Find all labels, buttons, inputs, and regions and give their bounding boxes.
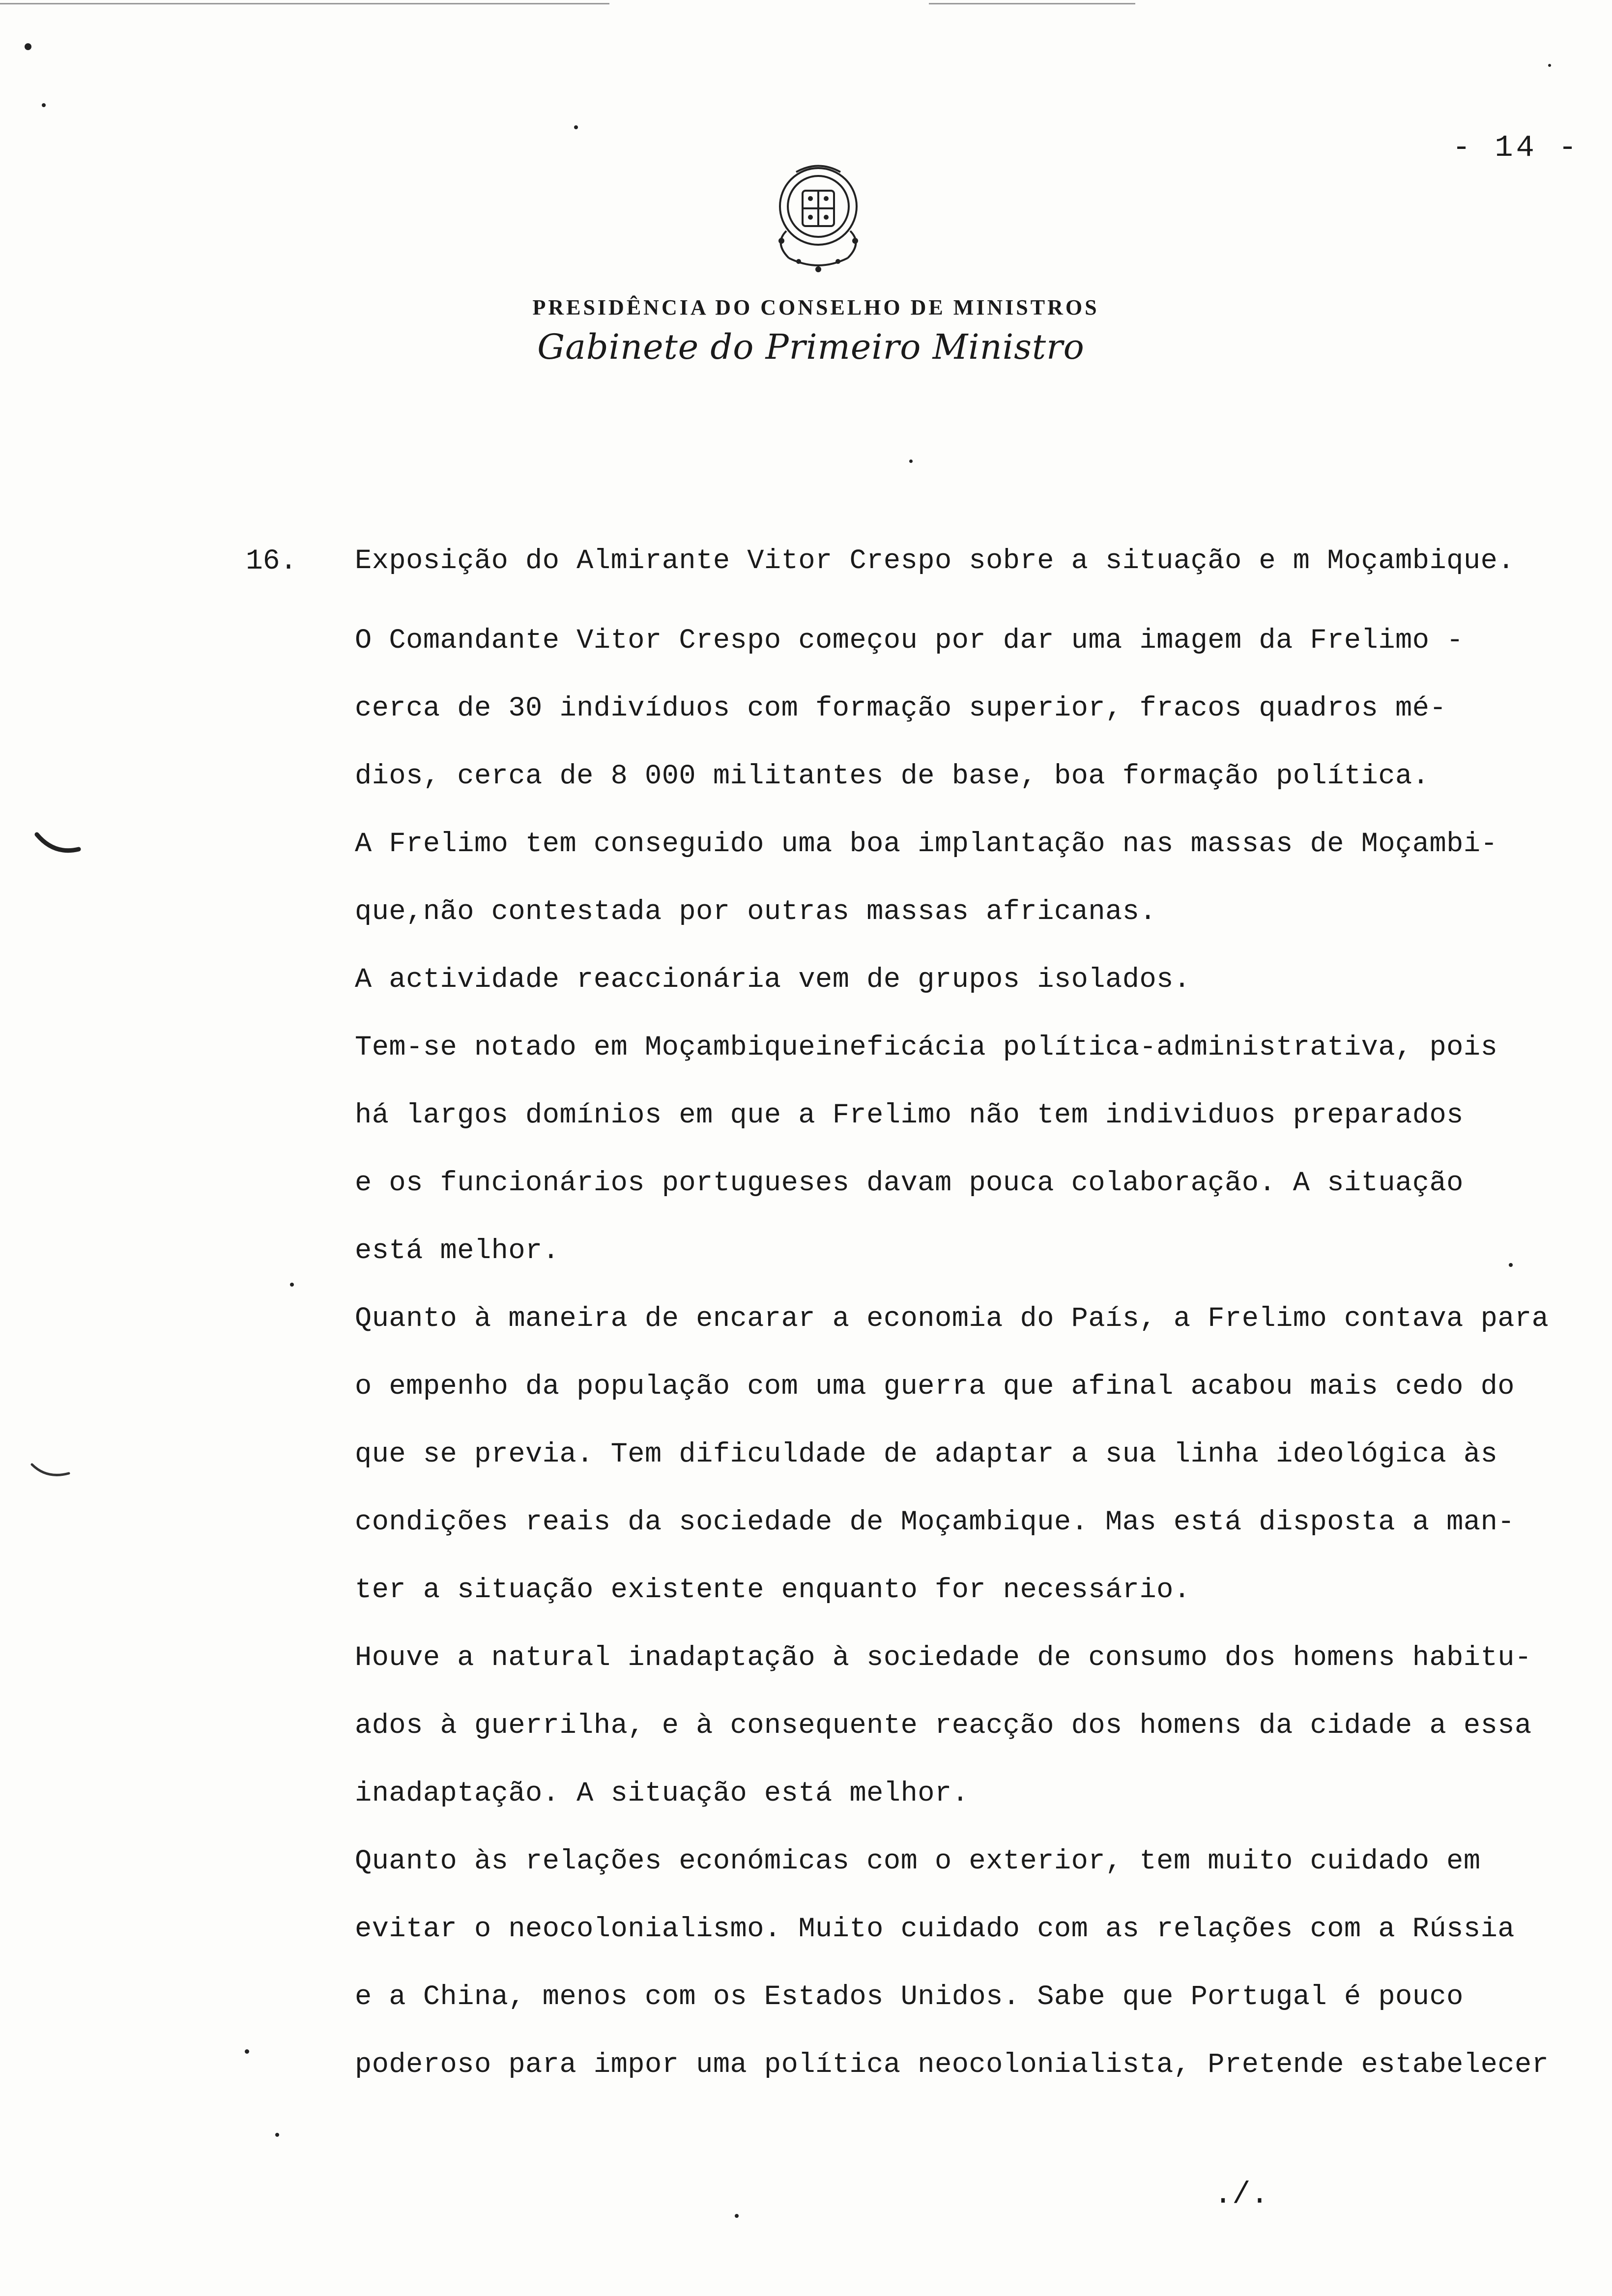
scan-top-rule-left [0, 3, 609, 4]
scan-speck [245, 2049, 249, 2054]
scan-speck [275, 2133, 279, 2137]
organization-name: PRESIDÊNCIA DO CONSELHO DE MINISTROS [532, 295, 1099, 319]
scan-speck [25, 43, 31, 50]
body-line: que,não contestada por outras massas africanas. [355, 896, 1157, 928]
body-line: A actividade reaccionária vem de grupos isolados. [355, 964, 1191, 996]
scan-speck [909, 459, 913, 463]
scan-speck [735, 2214, 739, 2218]
office-name: Gabinete do Primeiro Ministro [537, 327, 1085, 367]
body-line: que se previa. Tem dificuldade de adaptar a sua linha ideológica às [355, 1439, 1498, 1470]
scan-speck [42, 103, 46, 107]
body-line: está melhor. [355, 1235, 560, 1267]
scan-speck [1509, 1263, 1513, 1267]
body-line: inadaptação. A situação está melhor. [355, 1778, 969, 1809]
body-line: O Comandante Vitor Crespo começou por dar uma imagem da Frelimo - [355, 625, 1464, 657]
scan-speck [1548, 64, 1551, 67]
body-line: condições reais da sociedade de Moçambique. Mas está disposta a man- [355, 1507, 1515, 1538]
body-line: Houve a natural inadaptação à sociedade de consumo dos homens habitu- [355, 1642, 1532, 1674]
body-line: ter a situação existente enquanto for necessário. [355, 1575, 1191, 1606]
body-line: Quanto à maneira de encarar a economia do País, a Frelimo contava para [355, 1303, 1549, 1335]
body-line: dios, cerca de 8 000 militantes de base, boa formação política. [355, 761, 1430, 792]
margin-punch-mark-icon [29, 1460, 74, 1484]
body-line: evitar o neocolonialismo. Muito cuidado com as relações com a Rússia [355, 1914, 1515, 1945]
item-title: Exposição do Almirante Vitor Crespo sobre a situação e m Moçambique. [355, 545, 1515, 577]
body-line: Quanto às relações económicas com o exterior, tem muito cuidado em [355, 1846, 1481, 1877]
scan-speck [290, 1283, 294, 1287]
continuation-mark: ./. [1214, 2177, 1269, 2212]
body-line: e os funcionários portugueses davam pouca colaboração. A situação [355, 1168, 1464, 1199]
body-line: cerca de 30 indivíduos com formação superior, fracos quadros mé- [355, 693, 1447, 724]
body-line: poderoso para impor uma política neocolonialista, Pretende estabelecer [355, 2049, 1549, 2081]
body-line: e a China, menos com os Estados Unidos. Sabe que Portugal é pouco [355, 1981, 1464, 2013]
scan-top-rule-right [929, 3, 1135, 4]
body-line: o empenho da população com uma guerra que afinal acabou mais cedo do [355, 1371, 1515, 1403]
body-line: há largos domínios em que a Frelimo não tem individuos preparados [355, 1100, 1464, 1131]
body-line: A Frelimo tem conseguido uma boa implantação nas massas de Moçambi- [355, 829, 1498, 860]
margin-punch-mark-icon [34, 831, 84, 860]
body-line: ados à guerrilha, e à consequente reacção dos homens da cidade a essa [355, 1710, 1532, 1742]
page-number: - 14 - [1452, 130, 1580, 165]
coat-of-arms-seal-icon [759, 157, 877, 280]
item-number: 16. [246, 545, 297, 577]
scan-speck [574, 125, 578, 129]
body-line: Tem-se notado em Moçambiqueineficácia política-administrativa, pois [355, 1032, 1498, 1063]
